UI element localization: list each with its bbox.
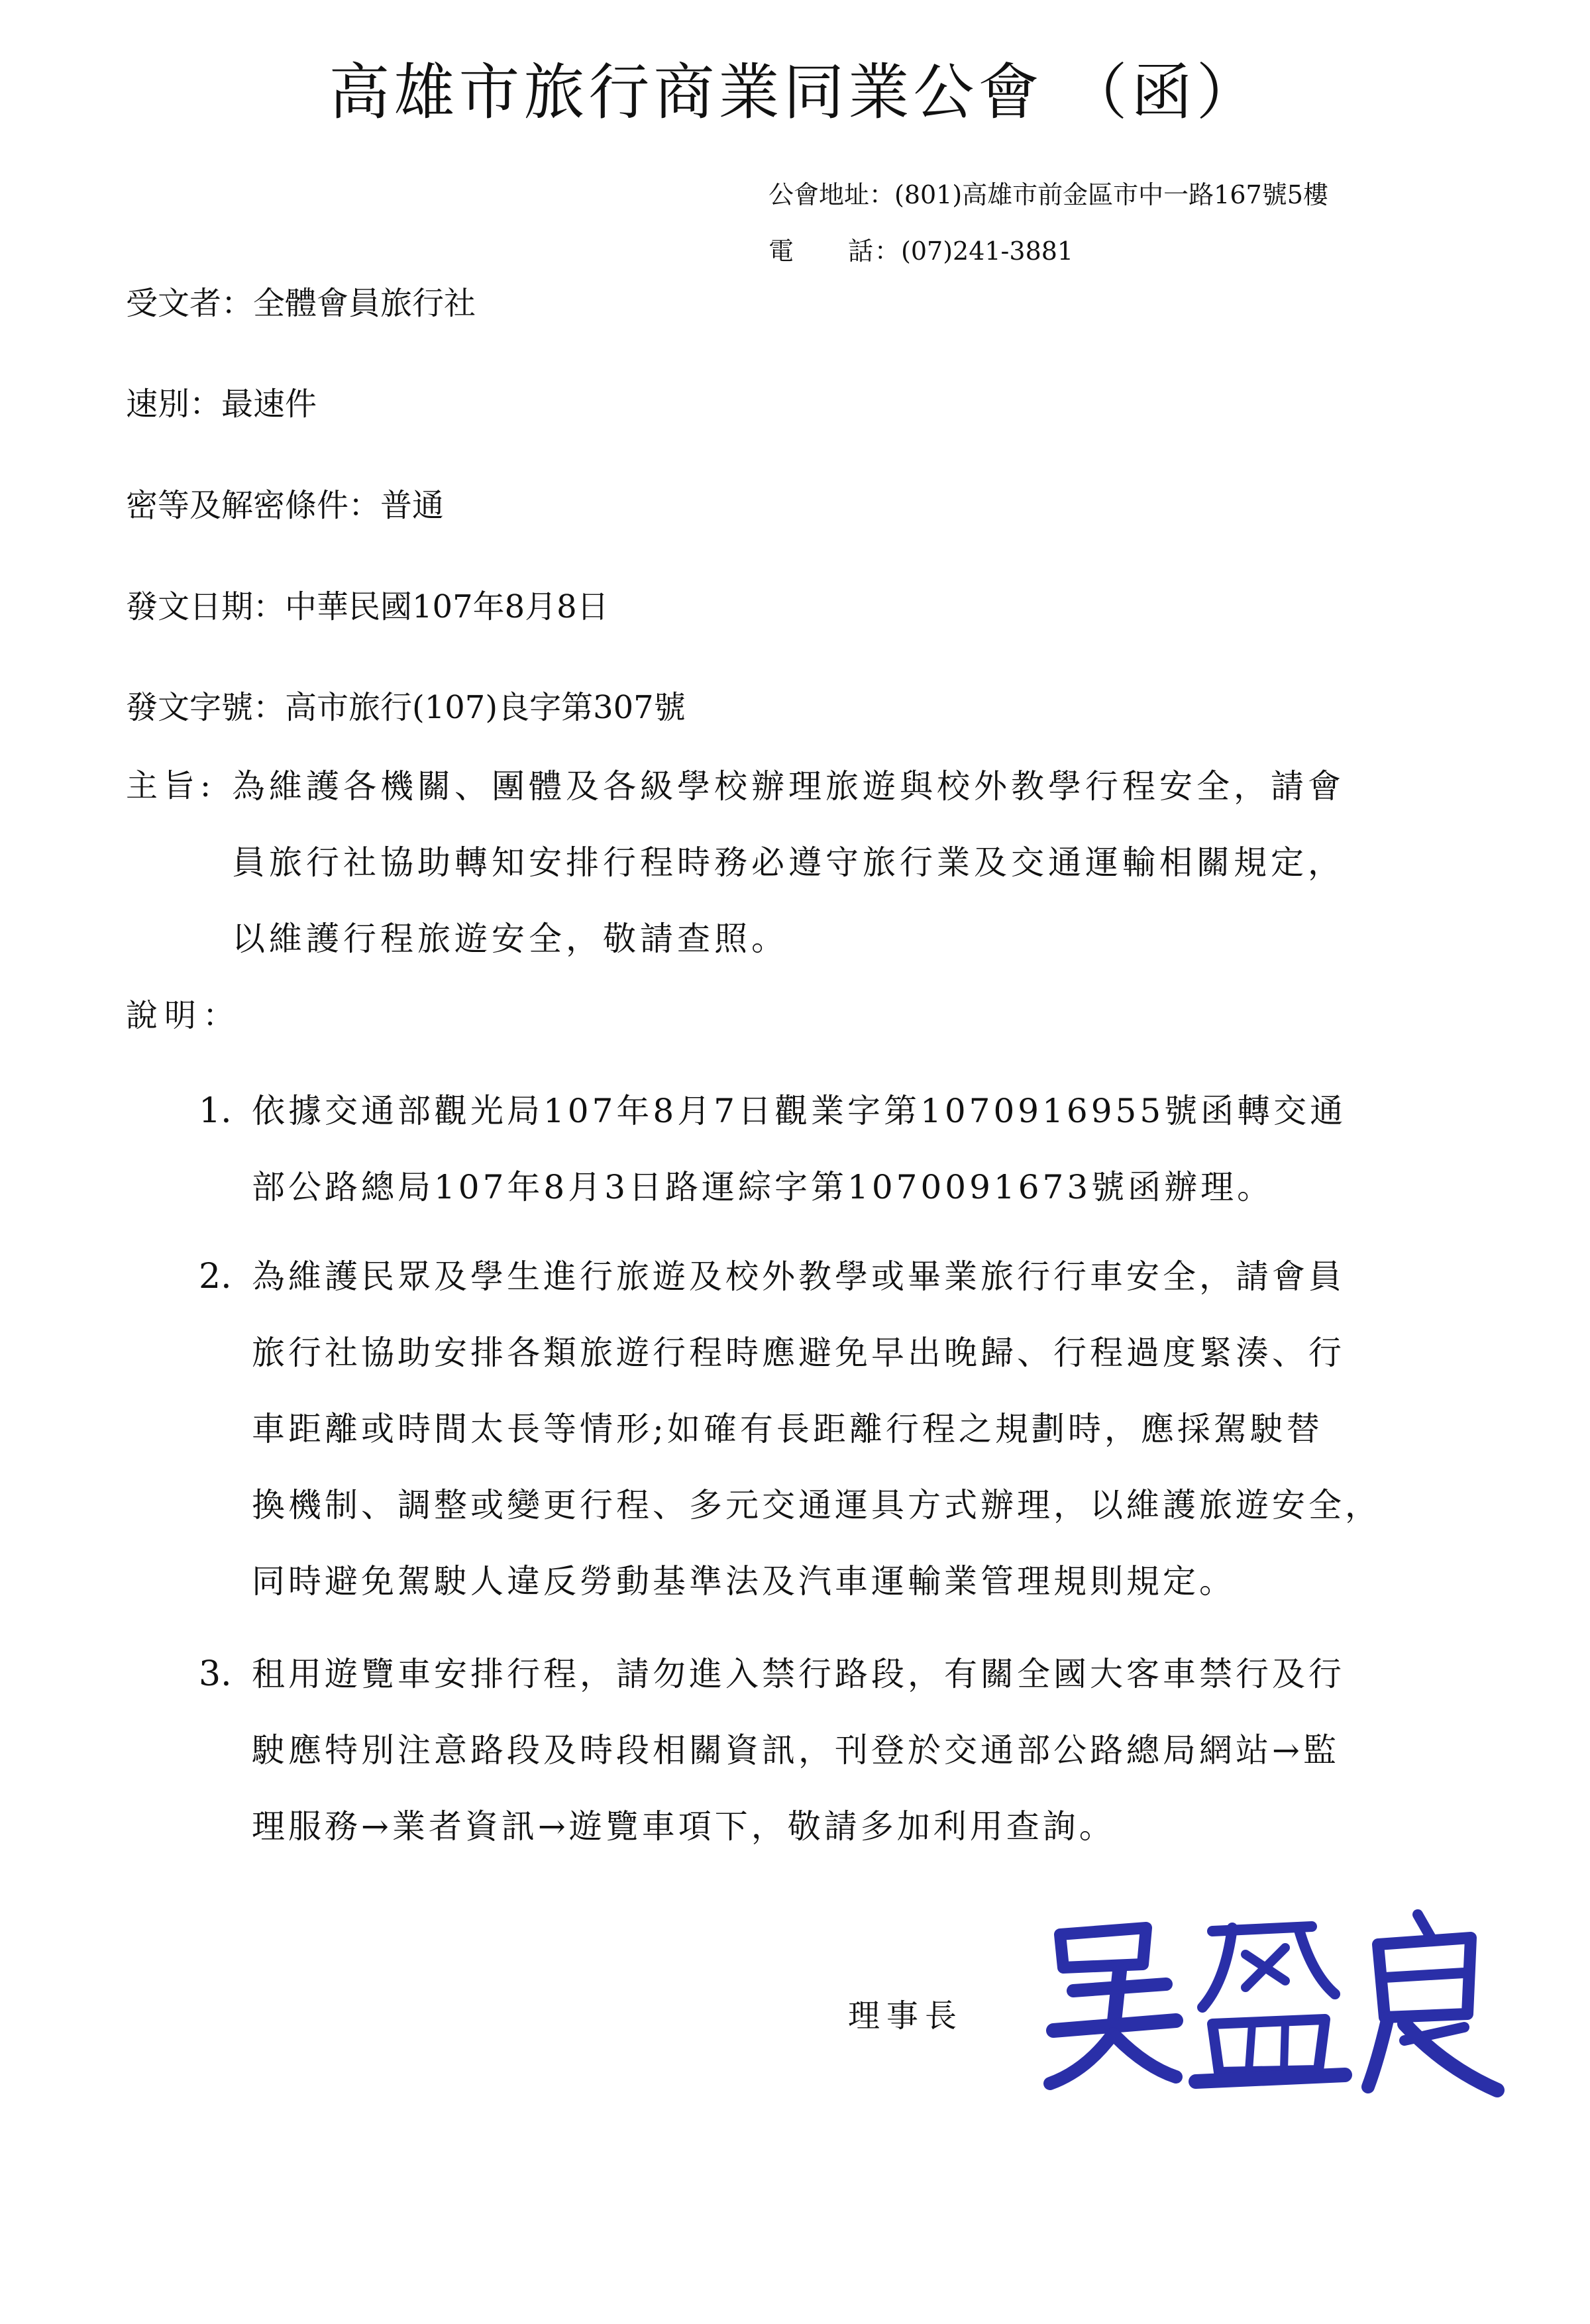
subject-line: 為維護各機關、團體及各級學校辦理旅遊與校外教學行程安全，請會 — [232, 767, 1345, 806]
item-number: 1. — [199, 1091, 232, 1131]
item-line: 旅行社協助安排各類旅遊行程時應避免早出晚歸、行程過度緊湊、行 — [252, 1334, 1345, 1372]
item-line: 部公路總局107年8月3日路運綜字第1070091673號函辦理。 — [252, 1168, 1274, 1206]
item-number: 3. — [199, 1654, 232, 1694]
item-line: 駛應特別注意路段及時段相關資訊，刊登於交通部公路總局網站→監 — [252, 1731, 1340, 1769]
item-line: 依據交通部觀光局107年8月7日觀業字第1070916955號函轉交通 — [252, 1092, 1347, 1130]
explanation-item-1 — [252, 1073, 1346, 1226]
explanation-item-2 — [252, 1239, 1381, 1620]
document-number-line: 發文字號：高市旅行(107)良字第307號 — [126, 689, 686, 726]
document-title: 高雄市旅行商業同業公會 （函） — [329, 57, 1261, 128]
explanation-label: 說明： — [126, 997, 242, 1034]
subject-text — [232, 749, 1345, 977]
secrecy-line: 密等及解密條件：普通 — [126, 487, 445, 524]
chairman-title: 理事長 — [848, 1997, 964, 2034]
chairman-signature — [1034, 1908, 1510, 2100]
subject-line: 員旅行社協助轉知安排行程時務必遵守旅行業及交通運輸相關規定， — [232, 843, 1345, 882]
item-line: 車距離或時間太長等情形;如確有長距離行程之規劃時，應採駕駛替 — [252, 1410, 1323, 1448]
issue-date-line: 發文日期：中華民國107年8月8日 — [126, 588, 609, 625]
item-line: 理服務→業者資訊→遊覽車項下，敬請多加利用查詢。 — [252, 1807, 1116, 1846]
item-line: 租用遊覽車安排行程，請勿進入禁行路段，有關全國大客車禁行及行 — [252, 1655, 1345, 1693]
phone-number: (07)241-3881 — [901, 237, 1074, 266]
explanation-item-3 — [252, 1636, 1345, 1865]
phone-label: 電 話： — [768, 237, 902, 266]
item-line: 換機制、調整或變更行程、多元交通運具方式辦理，以維護旅遊安全， — [252, 1486, 1381, 1524]
association-address: 公會地址：(801)高雄市前金區市中一路167號5樓 — [768, 180, 1328, 209]
subject-line: 以維護行程旅遊安全，敬請查照。 — [232, 920, 788, 958]
item-line: 同時避免駕駛人違反勞動基準法及汽車運輸業管理規則規定。 — [252, 1562, 1236, 1601]
subject-label: 主旨: — [126, 767, 217, 804]
item-line: 為維護民眾及學生進行旅遊及校外教學或畢業旅行行車安全，請會員 — [252, 1257, 1345, 1296]
speed-line: 速別：最速件 — [126, 386, 317, 423]
recipient-line: 受文者：全體會員旅行社 — [126, 285, 476, 322]
association-phone — [768, 237, 1073, 267]
item-number: 2. — [199, 1257, 232, 1296]
